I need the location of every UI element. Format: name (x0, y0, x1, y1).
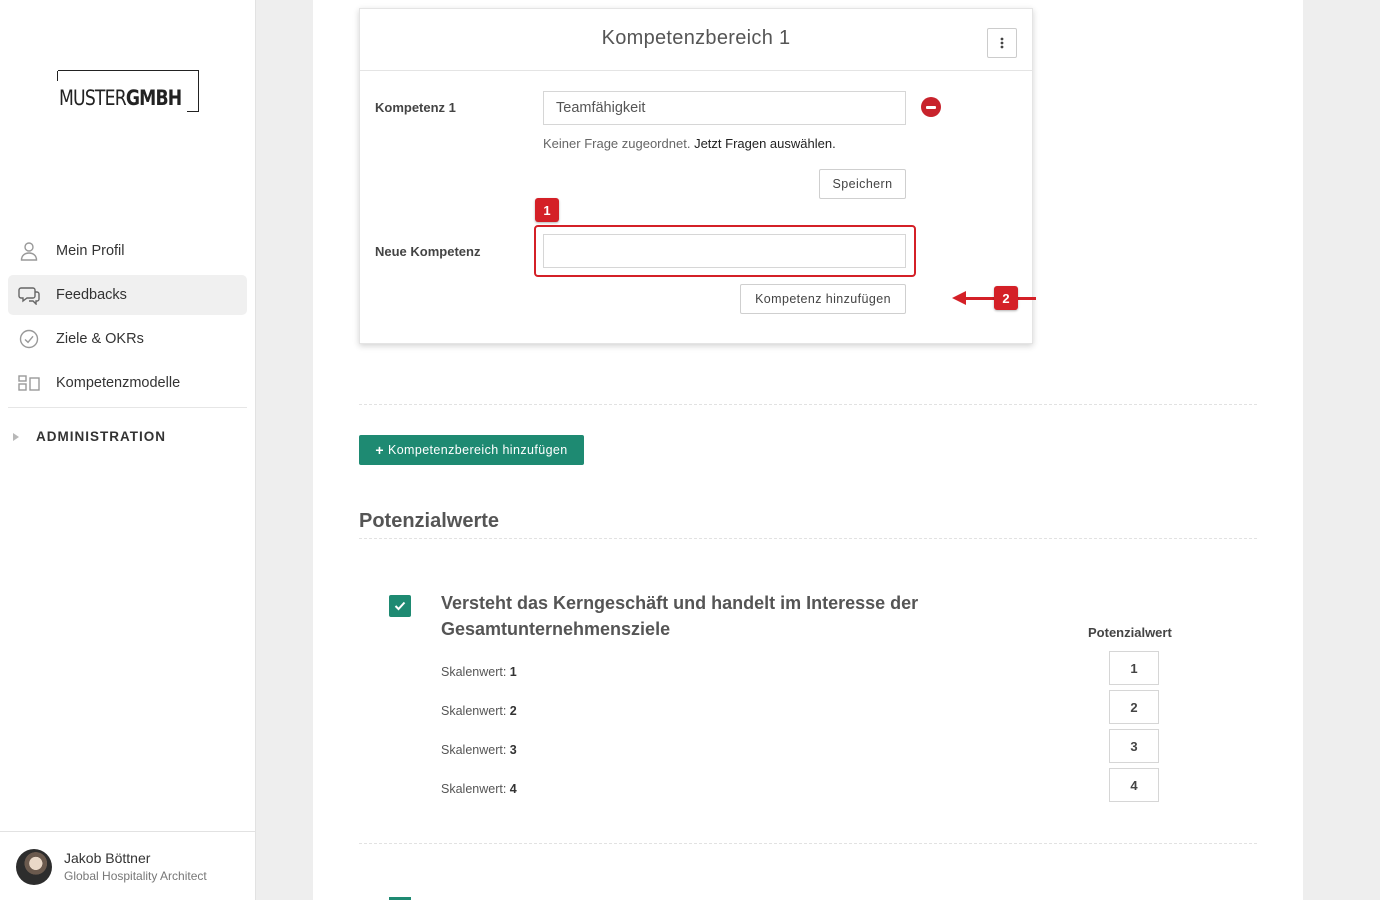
separator (359, 843, 1257, 844)
card-header (360, 9, 1032, 71)
annotation-badge-1: 1 (535, 198, 559, 222)
select-questions-link[interactable]: Jetzt Fragen auswählen. (694, 136, 836, 151)
add-kompetenzbereich-button[interactable]: + Kompetenzbereich hinzufügen (359, 435, 584, 465)
admin-toggle[interactable] (13, 429, 166, 444)
kompetenzbereich-card (359, 8, 1033, 344)
annotation-badge-2: 2 (994, 286, 1018, 310)
nav-item-mein-profil[interactable] (8, 231, 247, 271)
potenzialwert-header: Potenzialwert (1088, 625, 1172, 640)
user-icon (18, 240, 40, 262)
nav-label: Ziele & OKRs (56, 331, 144, 347)
potenzialwert-input[interactable]: 4 (1109, 768, 1159, 802)
card-title: Kompetenzbereich 1 (601, 27, 791, 49)
nav-item-kompetenzmodelle[interactable] (8, 363, 247, 403)
scale-row: Skalenwert: 2 (441, 704, 517, 718)
chat-icon (18, 284, 40, 306)
separator (359, 404, 1257, 405)
separator (359, 538, 1257, 539)
kompetenz-input[interactable] (543, 91, 906, 125)
potenzialwert-input[interactable]: 3 (1109, 729, 1159, 763)
more-options-button[interactable] (987, 28, 1017, 58)
save-button[interactable]: Speichern (819, 169, 906, 199)
annotation-highlight (534, 225, 916, 277)
user-profile[interactable] (0, 831, 255, 900)
question-checkbox[interactable] (389, 595, 411, 617)
model-icon (18, 372, 40, 394)
check-icon (394, 601, 406, 611)
scale-row: Skalenwert: 3 (441, 743, 517, 757)
plus-icon: + (375, 442, 384, 458)
potenzialwert-input[interactable]: 1 (1109, 651, 1159, 685)
main-nav (8, 231, 247, 407)
nav-label: Feedbacks (56, 287, 127, 303)
kompetenz-label: Kompetenz 1 (375, 100, 456, 115)
user-role: Global Hospitality Architect (64, 869, 207, 883)
avatar (16, 849, 52, 885)
user-name: Jakob Böttner (64, 850, 151, 866)
section-title: Potenzialwerte (359, 510, 500, 532)
nav-label: Kompetenzmodelle (56, 375, 181, 391)
nav-divider (8, 407, 247, 408)
kebab-icon (1000, 37, 1004, 49)
caret-right-icon (13, 433, 19, 441)
company-logo[interactable] (58, 70, 200, 112)
nav-item-feedbacks[interactable] (8, 275, 247, 315)
remove-kompetenz-button[interactable] (921, 97, 941, 117)
nav-label: Mein Profil (56, 243, 125, 259)
scale-row: Skalenwert: 1 (441, 665, 517, 679)
check-circle-icon (18, 328, 40, 350)
add-kompetenz-button[interactable]: Kompetenz hinzufügen (740, 284, 906, 314)
question-title: Versteht das Kerngeschäft und handelt im Interesse der Gesamtunternehmensziele (441, 593, 919, 639)
nav-item-ziele-okrs[interactable] (8, 319, 247, 359)
logo-text: MUSTERGMBH (59, 86, 182, 110)
neue-kompetenz-label: Neue Kompetenz (375, 244, 481, 259)
sidebar (0, 0, 256, 900)
admin-label: ADMINISTRATION (36, 429, 166, 444)
potenzialwert-input[interactable]: 2 (1109, 690, 1159, 724)
hint-text: Keiner Frage zugeordnet. Jetzt Fragen auswählen. (543, 136, 836, 151)
scale-row: Skalenwert: 4 (441, 782, 517, 796)
main-content (313, 0, 1303, 900)
